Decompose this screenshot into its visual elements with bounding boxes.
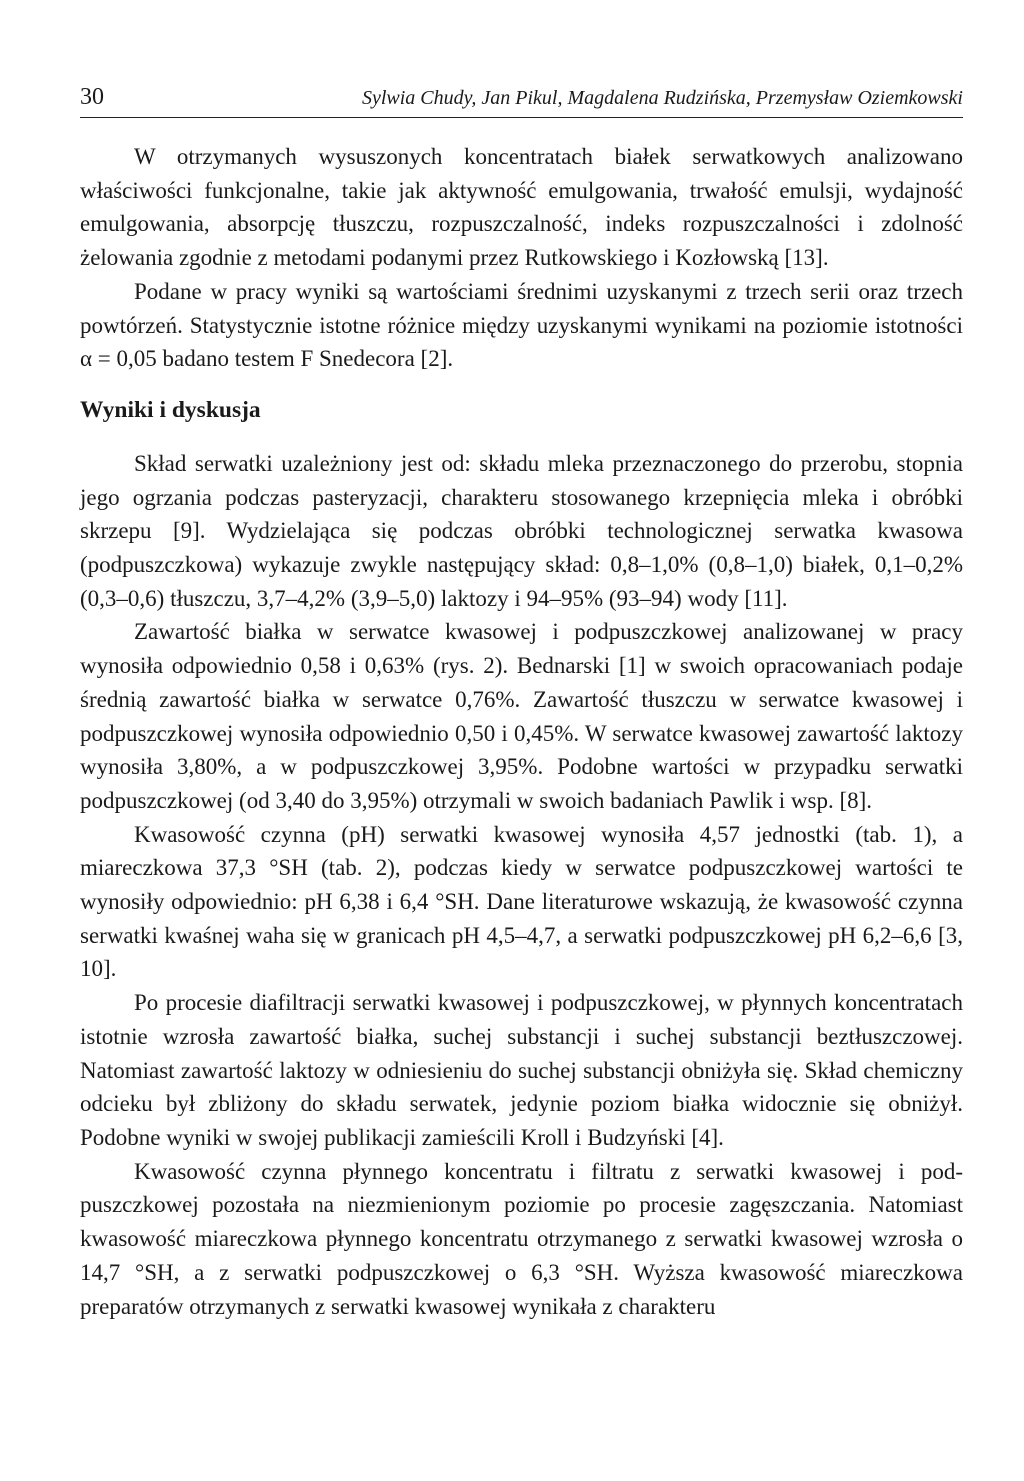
page-number: 30: [80, 84, 104, 110]
running-header: [80, 84, 963, 118]
results-paragraph: Skład serwatki uzależniony jest od: składu mleka przeznaczonego do przerobu, stopnia jego ogrzania podczas pasteryzacji, charakteru stosowanego krzepnięcia mleka i obróbki skrzepu [9]. Wydzielająca się podczas obróbki technologicznej serwatka kwasowa (podpuszczkowa) wykazuje zwykle następujący skład: 0,8–1,0% (0,8–1,0) białek, 0,1–0,2% (0,3–0,6) tłuszczu, 3,7–4,2% (3,9–5,0) laktozy i 94–95% (93–94) wody [11].: [80, 450, 963, 611]
page: [80, 84, 963, 1323]
methods-paragraph: W otrzymanych wysuszonych koncentratach białek serwatkowych analizowano właściwości funkcjonalne, takie jak aktywność emulgowania, trwałość emulsji, wydajność emulgowania, absorpcję tłuszczu, rozpuszczalność, indeks rozpuszczalności i zdolność żelowania zgodnie z metodami podanymi przez Rutkowskiego i Kozłowską [13].: [80, 144, 963, 271]
results-paragraph: Kwasowość czynna (pH) serwatki kwasowej wynosiła 4,57 jednostki (tab. 1), a miareczkowa 37,3 °SH (tab. 2), podczas kiedy w serwatce podpuszczkowej wartości te wynosiły odpowiednio: pH 6,38 i 6,4 °SH. Dane literaturowe wskazują, że kwasowość czynna serwatki kwaśnej waha się w granicach pH 4,5–4,7, a serwatki podpuszczkowej pH 6,2–6,6 [3, 10].: [80, 821, 963, 982]
section-heading: Wyniki i dyskusja: [80, 396, 261, 423]
article-body: [80, 140, 963, 1323]
results-paragraph: Kwasowość czynna płynnego koncentratu i filtratu z serwatki kwasowej i podpuszczkowej pozostała na niezmienionym poziomie po procesie zagęszczania. Natomiast kwasowość miareczkowa płynnego koncentratu otrzymanego z serwatki kwasowej wzrosła o 14,7 °SH, a z serwatki podpuszczkowej o 6,3 °SH. Wyższa kwasowość miareczkowa preparatów otrzymanych z serwatki kwasowej wynikała z charakteru: [80, 1158, 963, 1319]
running-header-authors: Sylwia Chudy, Jan Pikul, Magdalena Rudzińska, Przemysław Oziemkowski: [361, 87, 963, 109]
results-paragraph: Po procesie diafiltracji serwatki kwasowej i podpuszczkowej, w płynnych koncentratach istotnie wzrosła zawartość białka, suchej substancji i suchej substancji beztłuszczowej. Natomiast zawartość laktozy w odniesieniu do suchej substancji obniżyła się. Skład chemiczny odcieku był zbliżony do składu serwatek, jedynie poziom białka widocznie się obniżył. Podobne wyniki w swojej publikacji zamieścili Kroll i Budzyński [4].: [80, 990, 963, 1150]
methods-paragraph: Podane w pracy wyniki są wartościami średnimi uzyskanymi z trzech serii oraz trzech powtórzeń. Statystycznie istotne różnice między uzyskanymi wynikami na poziomie istotności α = 0,05 badano testem F Snedecora [2].: [80, 278, 963, 372]
results-paragraph: Zawartość białka w serwatce kwasowej i podpuszczkowej analizowanej w pracy wynosiła odpowiednio 0,58 i 0,63% (rys. 2). Bednarski [1] w swoich opracowaniach podaje średnią zawartość białka w serwatce 0,76%. Zawartość tłuszczu w serwatce kwasowej i podpuszczkowej wynosiła odpowiednio 0,50 i 0,45%. W serwatce kwasowej zawartość laktozy wynosiła 3,80%, a w podpuszczkowej 3,95%. Podobne wartości w przypadku serwatki podpuszczkowej (od 3,40 do 3,95%) otrzymali w swoich badaniach Pawlik i wsp. [8].: [80, 619, 963, 813]
